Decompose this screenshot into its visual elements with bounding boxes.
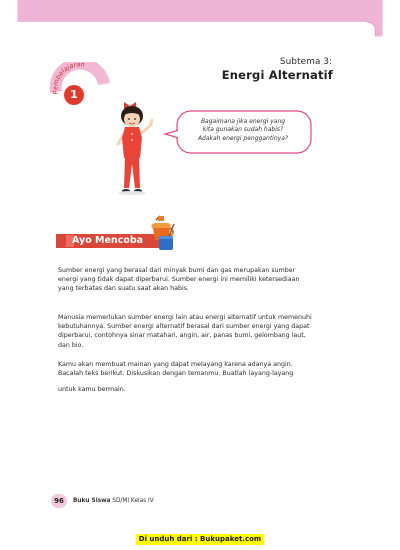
page-title: Energi Alternatif [221, 68, 333, 82]
paragraph-1 [58, 266, 343, 294]
paint-bucket-icon [146, 214, 180, 254]
speech-bubble-text: Bagaimana jika energi yang kita gunakan sudah habis? Adakah energi penggantinya? [197, 118, 289, 142]
paragraph-4 [58, 385, 343, 394]
paragraph-3-text: Kamu akan membuat mainan yang dapat melayang karena adanya angin. Bacalah teks berikut. Diskusikan dengan temanmu. Buatlah layang-layang [58, 361, 294, 378]
activity-label: Ayo Mencoba [72, 235, 144, 246]
header-pink-band [0, 0, 400, 42]
svg-text:Pembelajaran: Pembelajaran [51, 62, 86, 95]
paragraph-2-text: Manusia memerlukan sumber energi lain atau energi alternatif untuk memenuhi kebutuhannya. Sumber energi alternatif berasal dari sumber energi yang dapat diperbarui, contohnya sinar matahari, angin, air, panas bumi, gelombang laut, dan bio. [58, 314, 312, 349]
page-number: 96 [51, 494, 67, 508]
lesson-label-arc [50, 62, 110, 110]
paragraph-2 [58, 313, 343, 350]
lesson-number: 1 [70, 88, 78, 101]
book-footer-bold: Buku Siswa [73, 498, 111, 504]
paragraph-1-text: Sumber energi yang berasal dari minyak bumi dan gas merupakan sumber energi yang tidak dapat diperbarui. Sumber energi ini memiliki ketersediaan yang terbatas dan suatu saat akan habis. [58, 267, 300, 293]
download-source-banner[interactable]: Di unduh dari : Bukupaket.com [136, 534, 264, 545]
book-footer [73, 498, 154, 504]
paragraph-3 [58, 360, 343, 378]
paragraph-4-text: untuk kamu bermain. [58, 386, 126, 393]
book-footer-rest: SD/MI Kelas IV [110, 498, 154, 504]
subtheme-label: Subtema 3: [279, 57, 332, 67]
